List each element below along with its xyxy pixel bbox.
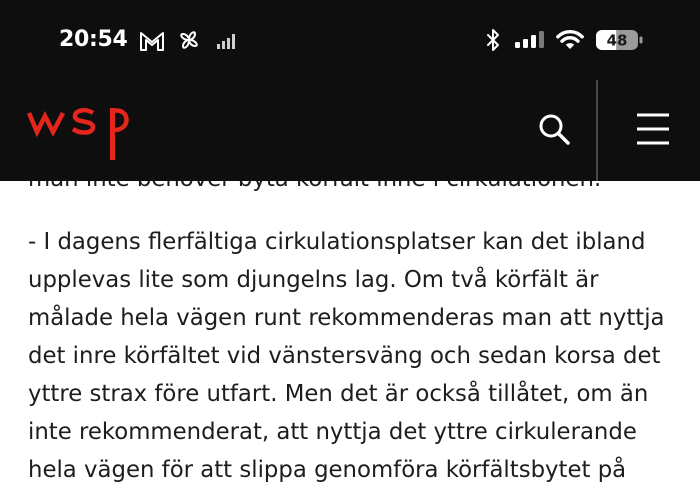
site-header — [0, 80, 700, 181]
battery-level: 48 — [606, 31, 628, 50]
cellular-signal-icon — [515, 31, 545, 49]
top-bar — [0, 0, 700, 181]
pinwheel-icon — [176, 28, 202, 52]
hamburger-menu-icon[interactable] — [636, 112, 670, 146]
battery-icon — [596, 29, 644, 51]
wsp-logo[interactable] — [26, 102, 132, 162]
paragraph-line: hela vägen för att slippa genomföra körfältsbytet på — [28, 457, 627, 483]
paragraph-line: det inre körfältet vid vänstersväng och sedan korsa det — [28, 343, 661, 369]
paragraph-line: målade hela vägen runt rekommenderas man att nyttja — [28, 305, 665, 331]
header-divider — [596, 80, 598, 181]
paragraph-line: upplevas lite som djungelns lag. Om två körfält är — [28, 267, 599, 293]
article-body — [0, 181, 700, 492]
search-icon[interactable] — [537, 112, 571, 146]
paragraph-line: inte rekommenderat, att nyttja det yttre cirkulerande — [28, 419, 637, 445]
status-time: 20:54 — [59, 27, 128, 52]
bluetooth-icon — [485, 28, 501, 52]
signal-bars-icon — [217, 32, 237, 49]
paragraph-line: yttre strax före utfart. Men det är också tillåtet, om än — [28, 381, 649, 407]
status-bar — [0, 0, 700, 80]
gmail-icon — [139, 30, 165, 52]
wifi-icon — [556, 28, 584, 50]
paragraph-line: - I dagens flerfältiga cirkulationsplatser kan det ibland — [28, 229, 646, 255]
